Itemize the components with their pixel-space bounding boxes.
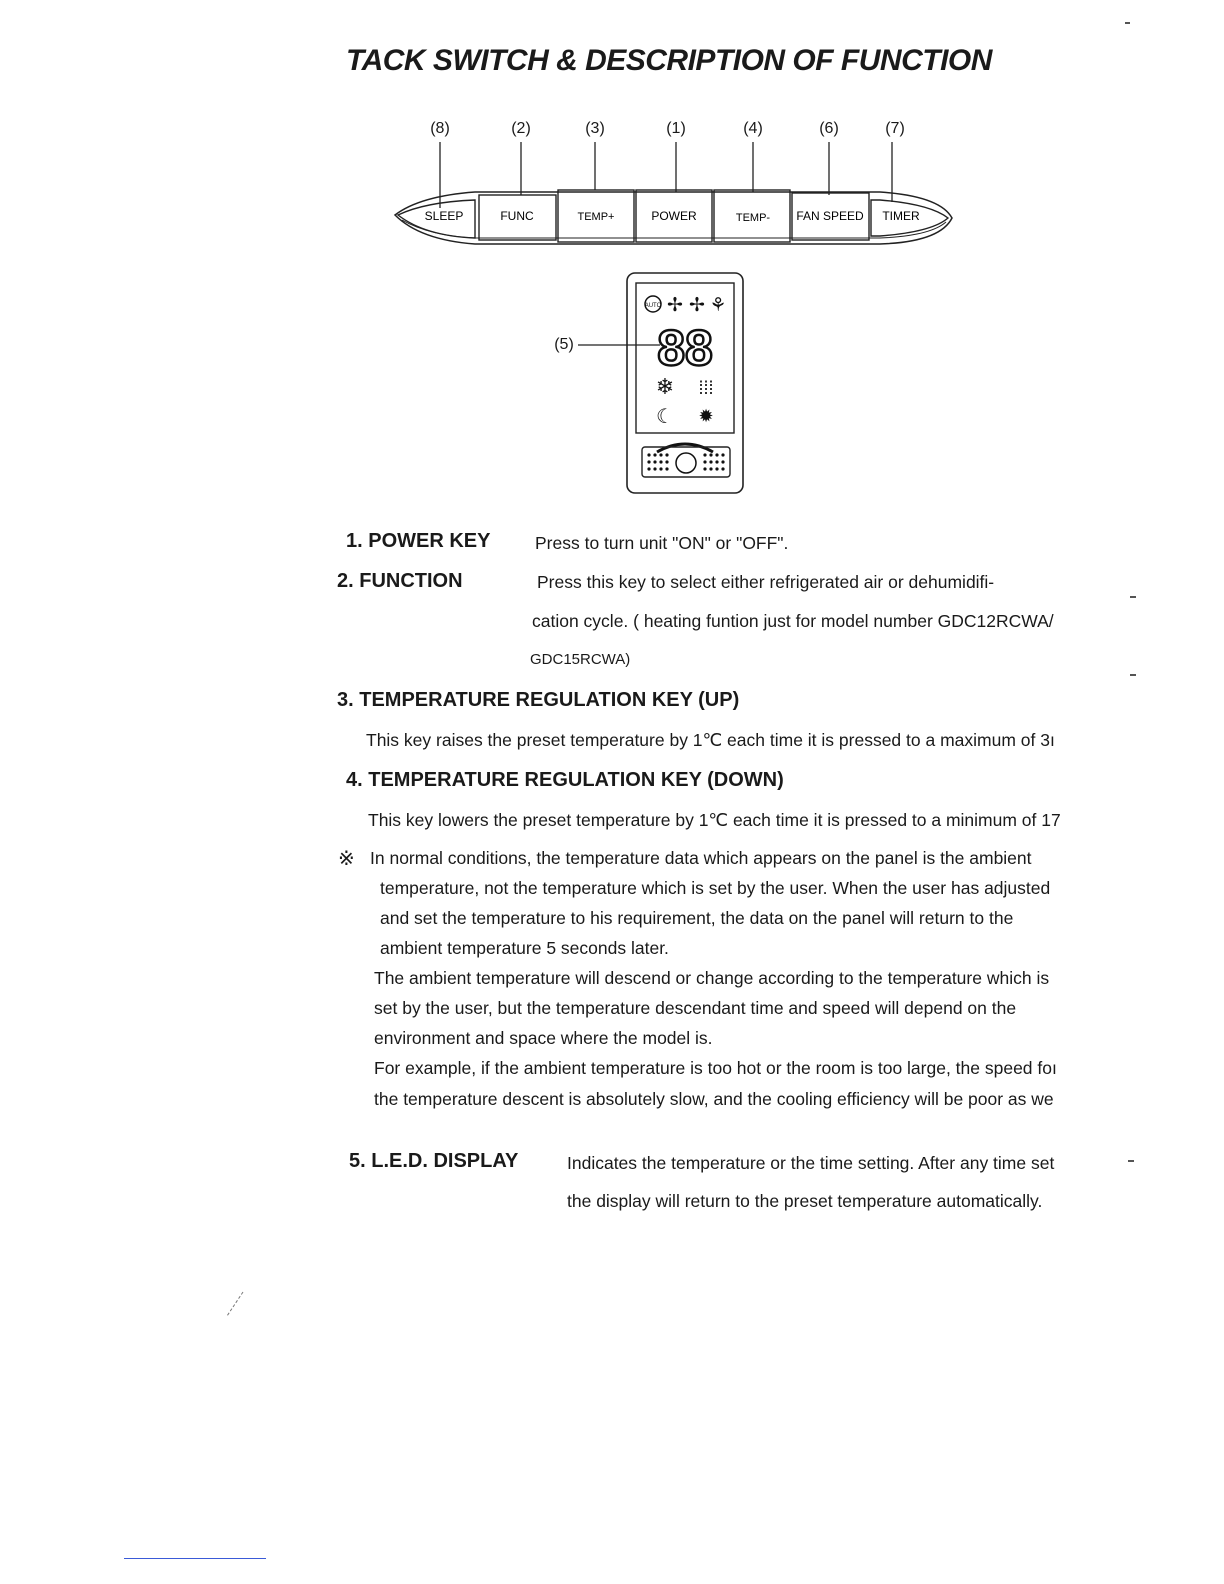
function-text-line1: Press this key to select either refrigerated air or dehumidifi-	[537, 572, 995, 592]
temp-up-heading: 3. TEMPERATURE REGULATION KEY (UP)	[337, 689, 740, 711]
sleep-mode-icon: ☾	[656, 406, 674, 428]
scan-speck	[1130, 596, 1136, 598]
segment-digits: 88	[657, 320, 713, 376]
temp-down-text: This key lowers the preset temperature by 1℃ each time it is pressed to a minimum of 17	[368, 810, 1061, 830]
note-line-9: the temperature descent is absolutely slow, and the cooling efficiency will be poor as we	[374, 1089, 1054, 1109]
callout-leader-lines	[440, 142, 892, 208]
note-line-4: ambient temperature 5 seconds later.	[380, 938, 669, 958]
callout-temp-minus: (4)	[743, 120, 763, 137]
callout-func: (2)	[511, 120, 531, 137]
scan-mark	[225, 1290, 245, 1318]
key-timer[interactable]: TIMER	[882, 209, 920, 223]
dehumidify-icon: ⁞⁞⁞	[698, 378, 714, 398]
note-line-8: For example, if the ambient temperature is too hot or the room is too large, the speed foı	[374, 1058, 1057, 1078]
temp-up-text: This key raises the preset temperature by 1℃ each time it is pressed to a maximum of 3ı	[366, 730, 1055, 750]
callout-fan-speed: (6)	[819, 120, 839, 137]
scan-speck	[1130, 674, 1136, 676]
power-key-heading: 1. POWER KEY	[346, 530, 491, 552]
svg-text:AUTO: AUTO	[644, 303, 662, 309]
led-display-text-line2: the display will return to the preset temperature automatically.	[567, 1191, 1043, 1211]
heat-mode-icon: ✹	[698, 406, 714, 426]
dot-grid-left	[647, 453, 668, 470]
note-mark: ※	[338, 848, 355, 870]
led-display-text-line1: Indicates the temperature or the time setting. After any time set	[567, 1153, 1055, 1173]
function-text-line2: cation cycle. ( heating funtion just for model number GDC12RCWA/	[532, 611, 1054, 631]
scan-speck	[1125, 22, 1130, 24]
signal-arc	[657, 444, 713, 452]
fan-low-icon: ⚘	[709, 295, 727, 316]
key-temp-plus[interactable]: TEMP+	[577, 211, 615, 223]
callout-power: (1)	[666, 120, 686, 137]
callout-sleep: (8)	[430, 120, 450, 137]
key-temp-minus[interactable]: TEMP-	[735, 212, 771, 224]
dot-grid-right	[703, 453, 724, 470]
temp-down-heading: 4. TEMPERATURE REGULATION KEY (DOWN)	[346, 769, 784, 791]
note-line-3: and set the temperature to his requirement, the data on the panel will return to the	[380, 908, 1014, 928]
callout-display: (5)	[554, 336, 574, 353]
page-title: TACK SWITCH & DESCRIPTION OF FUNCTION	[346, 44, 992, 77]
key-sleep[interactable]: SLEEP	[424, 209, 464, 223]
cool-mode-icon: ❄	[655, 374, 675, 399]
function-heading: 2. FUNCTION	[337, 570, 463, 592]
note-line-1: In normal conditions, the temperature data which appears on the panel is the ambient	[370, 848, 1032, 868]
function-text-line3: GDC15RCWA)	[530, 651, 631, 668]
power-key-text: Press to turn unit "ON" or "OFF".	[535, 533, 789, 553]
led-display-diagram	[575, 270, 750, 498]
callout-temp-plus: (3)	[585, 120, 605, 137]
note-line-6: set by the user, but the temperature descendant time and speed will depend on the	[374, 998, 1017, 1018]
led-display-heading: 5. L.E.D. DISPLAY	[349, 1150, 519, 1172]
fan-high-icon: ✢	[667, 295, 683, 316]
key-func[interactable]: FUNC	[500, 209, 534, 223]
control-panel-diagram	[380, 140, 970, 255]
bottom-rule	[124, 1558, 266, 1559]
ir-receiver-icon	[676, 453, 696, 473]
scan-speck	[1128, 1160, 1134, 1162]
note-line-7: environment and space where the model is.	[374, 1028, 713, 1048]
fan-medium-icon: ✢	[689, 295, 705, 316]
mode-icons-row	[645, 295, 727, 316]
key-fan-speed[interactable]: FAN SPEED	[796, 209, 864, 223]
note-line-2: temperature, not the temperature which is set by the user. When the user has adjusted	[380, 878, 1051, 898]
callout-timer: (7)	[885, 120, 905, 137]
note-line-5: The ambient temperature will descend or change according to the temperature which is	[374, 968, 1050, 988]
key-power[interactable]: POWER	[651, 209, 697, 223]
